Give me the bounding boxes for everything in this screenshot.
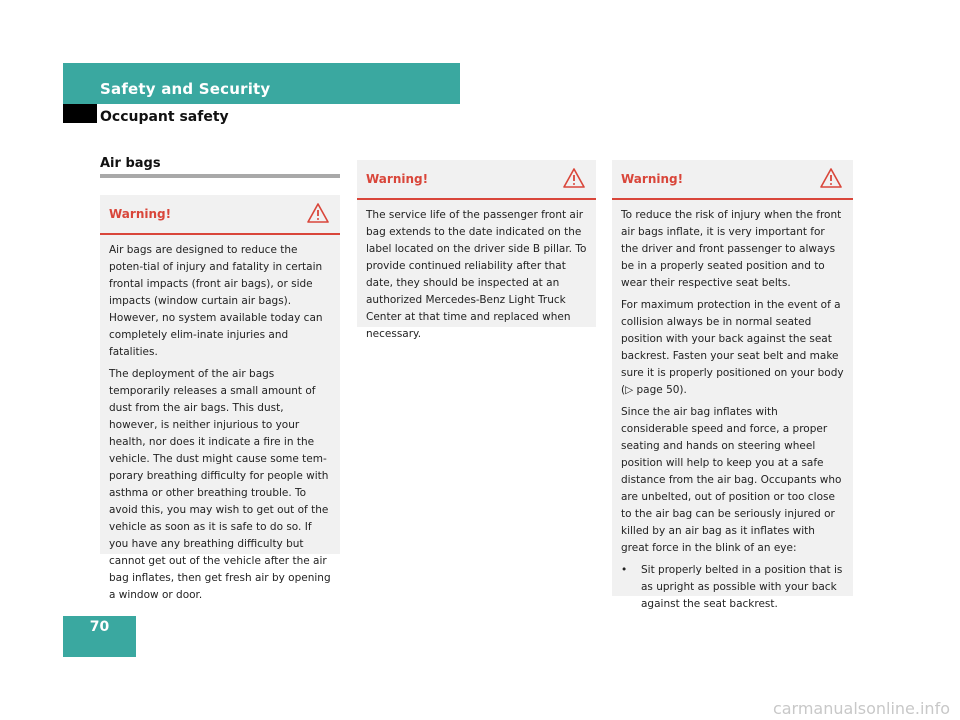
warning-header <box>357 160 596 200</box>
bullet-item <box>621 562 844 613</box>
warning-header <box>100 195 340 235</box>
warning-paragraph: Air bags are designed to reduce the poten-tial of injury and fatality in certain frontal impacts (front air bags), or side impacts (window curtain air bags). However, no system available today can completely elim-inate injuries and fatalities. <box>109 244 323 358</box>
warning-box-2 <box>357 160 596 340</box>
warning-triangle-icon <box>307 203 329 223</box>
warning-box-3 <box>612 160 853 610</box>
warning-header <box>612 160 853 200</box>
warning-paragraph: To reduce the risk of injury when the front air bags inflate, it is very important for the driver and front passenger to always be in a properly seated position and to wear their respective seat belts. <box>621 209 842 289</box>
page-title: Air bags <box>100 156 161 171</box>
warning-triangle-icon <box>820 168 842 188</box>
warning-label: Warning! <box>621 172 684 186</box>
warning-box-1 <box>100 195 340 601</box>
bullet-icon: • <box>621 564 628 576</box>
warning-label: Warning! <box>366 172 429 186</box>
warning-triangle-icon <box>563 168 585 188</box>
header-tab-marker <box>63 104 97 123</box>
warning-body <box>612 200 853 621</box>
warning-paragraph: Since the air bag inflates with considerable speed and force, a proper seating and hands on steering wheel position will help to keep you at a safe distance from the air bag. Occupants who are unbelted, out of position or too close to the air bag can be seriously injured or killed by an air bag as it inflates with great force in the blink of an eye: <box>621 406 842 554</box>
warning-label: Warning! <box>109 207 172 221</box>
bullet-text: Sit properly belted in a position that is as upright as possible with your back against the seat backrest. <box>641 564 843 610</box>
section-header-title: Safety and Security <box>100 80 271 98</box>
warning-body <box>100 235 340 617</box>
warning-body <box>357 200 596 356</box>
warning-paragraph: The service life of the passenger front air bag extends to the date indicated on the label located on the driver side B pillar. To provide continued reliability after that date, they should be inspected at an authorized Mercedes-Benz Light Truck Center at that time and replaced when necessary. <box>366 209 587 340</box>
subsection-title: Occupant safety <box>100 109 229 125</box>
section-divider <box>100 174 340 178</box>
warning-paragraph: For maximum protection in the event of a collision always be in normal seated position with your back against the seat backrest. Fasten your seat belt and make sure it is properly positioned on your body (▷ page 50). <box>621 299 844 396</box>
watermark: carmanualsonline.info <box>772 699 950 718</box>
page-number: 70 <box>89 619 110 635</box>
warning-paragraph: The deployment of the air bags temporarily releases a small amount of dust from the air bags. This dust, however, is neither injurious to your health, nor does it indicate a fire in the vehicle. The dust might cause some tem-porary breathing difficulty for people with asthma or other breathing trouble. To avoid this, you may wish to get out of the vehicle as soon as it is safe to do so. If you have any breathing difficulty but cannot get out of the vehicle after the air bag inflates, then get fresh air by opening a window or door. <box>109 368 331 601</box>
